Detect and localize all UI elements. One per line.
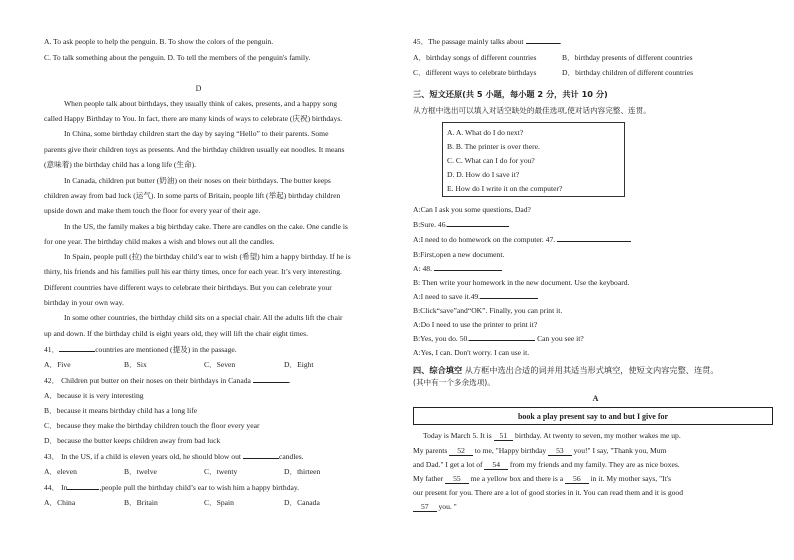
dialogue-line: B:Click“save”and“OK”. Finally, you can print it. — [413, 306, 563, 315]
dialogue-line: A:Do I need to use the printer to print it? — [413, 320, 538, 329]
answer-blank — [469, 340, 535, 341]
passage-line: up and down. If the birthday child is eight years old, they will lift the chair eight times. — [44, 329, 309, 338]
dialogue-line: A: 48. — [413, 264, 502, 274]
passage-line: In Spain, people pull (拉) the birthday child’s ear to wish (希望) him a happy birthday. If he is — [64, 252, 351, 261]
box-option-c: C. C. What can I do for you? — [447, 156, 535, 165]
cloze-blank-57: 57 — [413, 502, 437, 512]
passage-line: In the US, the family makes a big birthday cake. There are candles on the cake. One candle is — [64, 222, 348, 231]
option-a: A．birthday songs of different countries — [413, 53, 537, 62]
passage-line: In China, some birthday children start the day by saying “Hello” to their parents. Some — [64, 129, 329, 138]
option-d: D．because the butter keeps children away from bad luck — [44, 436, 221, 445]
passage-line: Different countries have different ways to celebrate their birthdays. But you can celebrate your — [44, 283, 332, 292]
cloze-blank-54: 54 — [484, 460, 508, 470]
option-b: B．because it means birthday child has a long life — [44, 406, 198, 415]
box-option-b: B. B. The printer is over there. — [447, 142, 540, 151]
dialogue-line: A:Can I ask you some questions, Dad? — [413, 205, 531, 214]
option-c: C．twenty — [204, 467, 238, 476]
cloze-line: and Dad." I get a lot of 54 from my friends and my family. They are as nice boxes. — [413, 460, 680, 469]
option-b: B．twelve — [124, 467, 157, 476]
cloze-blank-51: 51 — [494, 431, 514, 441]
option-b: B．Six — [124, 360, 147, 369]
top-option-line-2: C. To talk something about the penguin. D. To tell the members of the penguin's family. — [44, 53, 311, 62]
option-b: B．birthday presents of different countries — [562, 53, 693, 62]
answer-blank — [67, 489, 99, 490]
answer-blank — [447, 226, 509, 227]
passage-letter-d: D — [195, 84, 202, 93]
box-option-e: E. How do I write it on the computer? — [447, 184, 563, 193]
option-d: D．thirteen — [284, 467, 321, 476]
passage-line: (意味着) the birthday child has a long life (生命). — [44, 160, 197, 169]
top-option-line-1: A. To ask people to help the penguin. B. To show the colors of the penguin. — [44, 37, 274, 46]
answer-blank — [557, 241, 631, 242]
answer-blank — [526, 43, 560, 44]
dialogue-line: A:Yes, I can. Don't worry. I can use it. — [413, 348, 530, 357]
dialogue-line: A:I need to do homework on the computer. 47. — [413, 235, 631, 245]
cloze-blank-53: 53 — [548, 446, 572, 456]
option-c: C．Spain — [204, 498, 234, 507]
option-c: C．Seven — [204, 360, 236, 369]
option-d: D．Canada — [284, 498, 320, 507]
passage-letter-a: A — [592, 394, 599, 403]
question-42: 42． Children put butter on their noses on their birthdays in Canada . — [44, 376, 291, 385]
cloze-line: our present for you. There are a lot of good stories in it. You can read them and it is good — [413, 488, 684, 497]
option-b: B．Britain — [124, 498, 158, 507]
option-c: C．different ways to celebrate birthdays — [413, 68, 537, 77]
question-41: 41． countries are mentioned (提及) in the passage. — [44, 345, 237, 354]
answer-blank — [253, 382, 289, 383]
option-c: C．because they make the birthday children touch the floor every year — [44, 421, 260, 430]
dialogue-line: B:Sure. 46. — [413, 220, 509, 230]
section-4-heading: 四、综合填空 从方框中选出合适的词并用其适当形式填空，使短文内容完整、连贯。 — [413, 365, 719, 375]
options-box — [442, 122, 625, 197]
word-bank: book a play present say to and but I give for — [517, 412, 669, 421]
option-d: D．birthday children of different countries — [562, 68, 694, 77]
passage-line: upside down and make them touch the floor for every year of their age. — [44, 206, 261, 215]
box-option-a: A. A. What do I do next? — [447, 128, 524, 137]
passage-line: parents give their children toys as presents. And the birthday children usually eat noodles. It means — [44, 145, 345, 154]
cloze-line: Today is March 5. It is 51 birthday. At twenty to seven, my mother wakes me up. — [423, 431, 681, 440]
cloze-line: My parents 52 to me, "Happy birthday 53 you!" I say, "Thank you, Mum — [413, 446, 667, 455]
question-45: 45．The passage mainly talks about . — [413, 37, 562, 46]
passage-line: called Happy Birthday to You. In fact, there are many kinds of ways to celebrate (庆祝) birthdays. — [44, 114, 343, 123]
option-a: A．eleven — [44, 467, 77, 476]
passage-line: thirty, his friends and his families pull his ear thirty times, once for each year. It’s very interesting. — [44, 267, 342, 276]
option-a: A．because it is very interesting — [44, 391, 144, 400]
passage-line: In some other countries, the birthday child sits on a special chair. All the adults lift the chair — [64, 313, 343, 322]
answer-blank — [480, 298, 538, 299]
dialogue-line: B: Then write your homework in the new document. Use the keyboard. — [413, 278, 630, 287]
section-3-heading: 三、短文还原(共 5 小题，每小题 2 分，共计 10 分) — [413, 89, 608, 99]
dialogue-line: B:First,open a new document. — [413, 250, 505, 259]
word-bank-box — [413, 407, 773, 425]
question-43: 43． In the US, if a child is eleven years old, he should blow out candles. — [44, 452, 304, 461]
section-4-heading-line-2: (其中有一个多余选项)。 — [413, 378, 495, 387]
answer-blank — [434, 270, 502, 271]
answer-blank — [243, 458, 279, 459]
option-a: A．China — [44, 498, 76, 507]
cloze-line: 57 you. " — [413, 502, 457, 512]
option-d: D．Eight — [284, 360, 314, 369]
passage-line: In Canada, children put butter (奶油) on their noses on their birthdays. The butter keeps — [64, 176, 331, 185]
section-3-instruction: 从方框中选出可以填入对话空缺处的最佳选项,使对话内容完整、连贯。 — [413, 106, 651, 115]
passage-line: When people talk about birthdays, they usually think of cakes, presents, and a happy song — [64, 99, 338, 108]
passage-line: birthday in your own way. — [44, 298, 124, 307]
cloze-line: My father 55 me a yellow box and there is a 56 in it. My mother says, "It's — [413, 474, 672, 483]
cloze-blank-55: 55 — [445, 474, 469, 484]
option-a: A．Five — [44, 360, 71, 369]
question-44: 44． In ,people pull the birthday child’s ear to wish him a happy birthday. — [44, 483, 300, 492]
cloze-blank-52: 52 — [449, 446, 473, 456]
passage-line: for one year. The birthday child makes a wish and blows out all the candles. — [44, 237, 275, 246]
answer-blank — [59, 351, 95, 352]
box-option-d: D. D. How do I save it? — [447, 170, 520, 179]
dialogue-line: A:I need to save it.49. — [413, 292, 538, 302]
dialogue-line: B:Yes, you do. 50. Can you see it? — [413, 334, 584, 343]
passage-line: children away from bad luck (运气). In some parts of Britain, people lift (举起) birthday children — [44, 191, 341, 200]
cloze-blank-56: 56 — [565, 474, 589, 484]
